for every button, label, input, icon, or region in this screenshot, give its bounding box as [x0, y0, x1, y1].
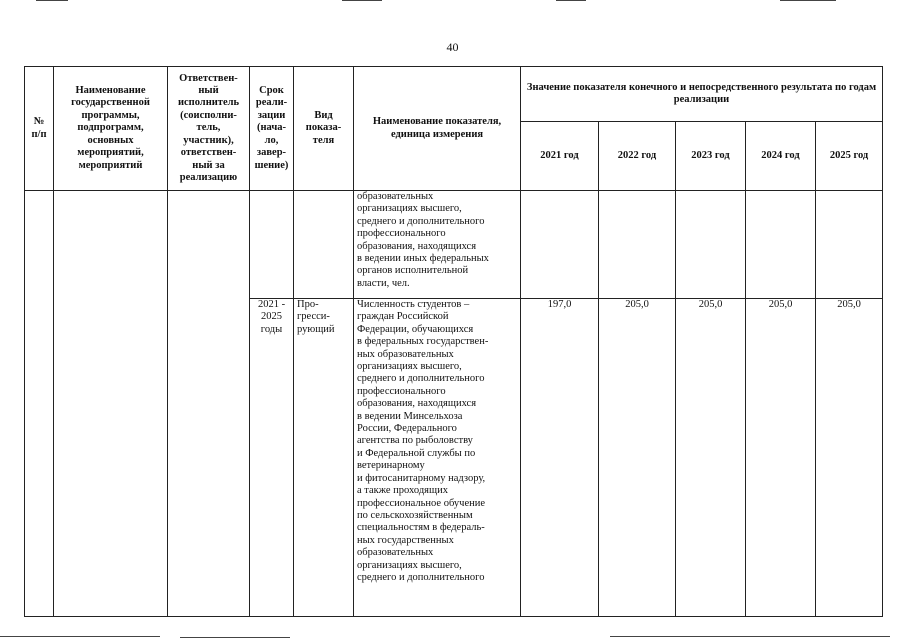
cell-value: [521, 191, 599, 299]
cell-value: 205,0: [746, 299, 816, 617]
cell-value: [746, 191, 816, 299]
scan-edge-mark-bottom: [180, 637, 290, 638]
header-program-name: Наименование государственной программы, подпрограмм, основных мероприятий, мероприятий: [54, 67, 168, 191]
cell-indicator-name: Численность студентов – граждан Российской Федерации, обучающихся в федеральных государствен- ных образовательных организациях высшего, среднего и дополнительного профессионального образования, находящихся в ведении Минсельхоза России, Федерального агентства по рыболовству и Федеральной службы по ветеринарному и фитосанитарному надзору, а также проходящих профессиональное обучение по сельскохозяйственным специальностям в федераль- ных государственных образовательных организациях высшего, среднего и дополнительного: [354, 299, 521, 617]
scan-edge-mark-top: [556, 0, 586, 1]
cell-indicator-type: Про- гресси- рующий: [294, 299, 354, 617]
scan-edge-mark-bottom: [0, 636, 160, 637]
header-values-group: Значение показателя конечного и непосредственного результата по годам реализации: [521, 67, 883, 122]
header-indicator-type: Вид показа- теля: [294, 67, 354, 191]
cell-program-name: [54, 191, 168, 617]
scan-edge-mark-top: [780, 0, 836, 1]
scan-edge-mark-top: [36, 0, 68, 1]
cell-value: 205,0: [676, 299, 746, 617]
cell-indicator-name: образовательных организациях высшего, среднего и дополнительного профессионального образования, находящихся в ведении иных федеральных органов исполнительной власти, чел.: [354, 191, 521, 299]
cell-executor: [168, 191, 250, 617]
page-number: 40: [446, 40, 459, 54]
indicator-table: [24, 66, 883, 617]
cell-value: 205,0: [816, 299, 883, 617]
header-num: № п/п: [25, 67, 54, 191]
header-year: 2021 год: [521, 122, 599, 191]
cell-num: [25, 191, 54, 617]
cell-value: [676, 191, 746, 299]
cell-value: 205,0: [599, 299, 676, 617]
header-indicator-name: Наименование показателя, единица измерения: [354, 67, 521, 191]
cell-term: [250, 191, 294, 299]
cell-term: 2021 - 2025 годы: [250, 299, 294, 617]
cell-value: [816, 191, 883, 299]
scan-edge-mark-bottom: [610, 636, 890, 637]
scan-edge-mark-top: [342, 0, 382, 1]
header-year: 2022 год: [599, 122, 676, 191]
header-year: 2023 год: [676, 122, 746, 191]
cell-value: [599, 191, 676, 299]
header-executor: Ответствен- ный исполнитель (соисполни- тель, участник), ответствен- ный за реализацию: [168, 67, 250, 191]
header-term: Срок реали- зации (нача- ло, завер- шение): [250, 67, 294, 191]
cell-indicator-type: [294, 191, 354, 299]
table-row: [25, 191, 883, 299]
header-year: 2025 год: [816, 122, 883, 191]
header-year: 2024 год: [746, 122, 816, 191]
cell-value: 197,0: [521, 299, 599, 617]
